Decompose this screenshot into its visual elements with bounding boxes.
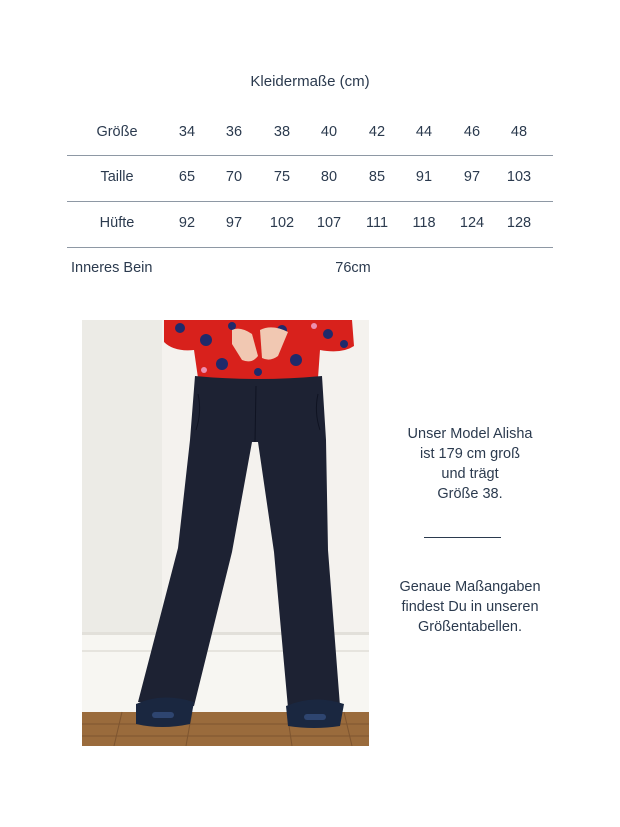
hip-cell: 92 (178, 215, 196, 231)
inseam-label: Inneres Bein (71, 260, 153, 276)
table-divider (67, 247, 553, 248)
size-hint (380, 577, 560, 637)
hip-cell: 107 (316, 215, 342, 231)
hip-cell: 118 (412, 215, 436, 231)
hip-row (67, 200, 553, 246)
model-info-line: und trägt (441, 466, 499, 482)
size-cell: 34 (178, 124, 196, 140)
waist-cell: 103 (506, 169, 532, 185)
waist-row (67, 154, 553, 200)
size-cell: 36 (225, 124, 243, 140)
size-cell: 40 (320, 124, 338, 140)
hip-row-label: Hüfte (99, 215, 135, 231)
hip-cell: 128 (506, 215, 532, 231)
size-hint-line: findest Du in unseren (401, 599, 539, 615)
size-cell: 44 (415, 124, 433, 140)
hip-cell: 111 (365, 215, 389, 231)
waist-cell: 91 (415, 169, 433, 185)
waist-cell: 75 (273, 169, 291, 185)
model-info (380, 424, 560, 504)
waist-cell: 65 (178, 169, 196, 185)
waist-cell: 85 (368, 169, 386, 185)
inseam-value: 76cm (335, 260, 371, 276)
size-row-label: Größe (96, 124, 138, 140)
hip-cell: 97 (225, 215, 243, 231)
size-cell: 48 (510, 124, 528, 140)
waist-cell: 70 (225, 169, 243, 185)
size-hint-line: Genaue Maßangaben (399, 579, 541, 595)
table-title: Kleidermaße (cm) (250, 73, 370, 90)
waist-row-label: Taille (100, 169, 134, 185)
size-cell: 38 (273, 124, 291, 140)
model-photo (82, 320, 369, 746)
hip-cell: 102 (269, 215, 295, 231)
size-cell: 42 (368, 124, 386, 140)
size-row (67, 109, 553, 155)
size-cell: 46 (463, 124, 481, 140)
model-info-line: Größe 38. (437, 486, 503, 502)
model-info-line: ist 179 cm groß (420, 446, 520, 462)
waist-cell: 80 (320, 169, 338, 185)
model-info-line: Unser Model Alisha (407, 426, 533, 442)
size-hint-line: Größentabellen. (418, 619, 522, 635)
waist-cell: 97 (463, 169, 481, 185)
hip-cell: 124 (459, 215, 485, 231)
section-divider (424, 537, 501, 538)
